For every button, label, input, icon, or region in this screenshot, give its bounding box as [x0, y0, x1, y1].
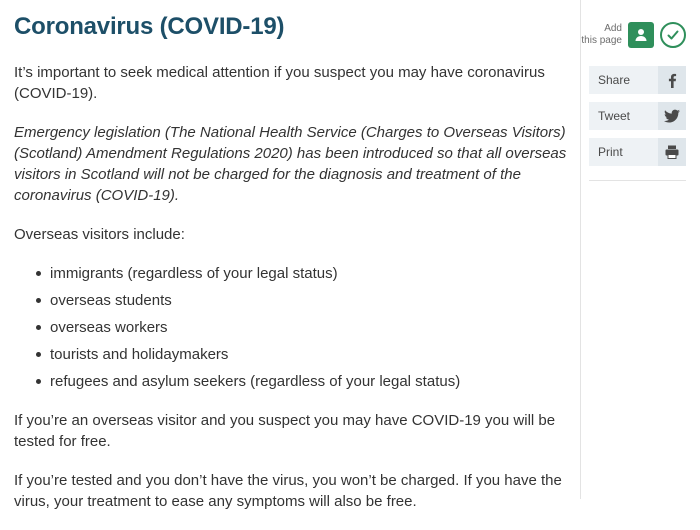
overseas-visitors-list: [14, 263, 570, 392]
check-circle-icon[interactable]: [660, 22, 686, 48]
share-twitter-label: Tweet: [598, 109, 631, 123]
add-this-page-label: [581, 23, 622, 47]
list-item: immigrants (regardless of your legal status): [36, 263, 570, 284]
rail-divider: [589, 180, 686, 181]
article-content: [14, 12, 570, 530]
add-this-page-line1: Add: [604, 23, 622, 34]
list-item: tourists and holidaymakers: [36, 344, 570, 365]
twitter-icon: [658, 102, 686, 130]
paragraph-list-lead: Overseas visitors include:: [14, 226, 185, 243]
add-this-page-line2: this page: [581, 35, 622, 46]
share-twitter-button[interactable]: [589, 102, 686, 130]
list-item: overseas students: [36, 290, 570, 311]
list-item: refugees and asylum seekers (regardless of your legal status): [36, 371, 570, 392]
paragraph-legislation: Emergency legislation (The National Health Service (Charges to Overseas Visitors) (Scotland) Amendment Regulations 2020) has been introduced so that all overseas visitors in Scotland will not be charged for the diagnosis and treatment of the coronavirus (COVID-19).: [14, 124, 567, 204]
print-button[interactable]: [589, 138, 686, 166]
share-facebook-button[interactable]: [589, 66, 686, 94]
paragraph-testing: If you’re an overseas visitor and you suspect you may have COVID-19 you will be tested for free.: [14, 412, 556, 450]
printer-icon: [658, 138, 686, 166]
add-this-page[interactable]: [581, 0, 700, 48]
list-item: overseas workers: [36, 317, 570, 338]
share-facebook-label: Share: [598, 73, 631, 87]
page-title: Coronavirus (COVID-19): [14, 13, 285, 40]
share-buttons: [581, 66, 700, 166]
paragraph-charges: If you’re tested and you don’t have the virus, you won’t be charged. If you have the virus, your treatment to ease any symptoms will also be free.: [14, 472, 562, 510]
share-rail: [580, 0, 700, 499]
person-icon[interactable]: [628, 22, 654, 48]
print-label: Print: [598, 145, 623, 159]
paragraph-intro: It’s important to seek medical attention if you suspect you may have coronavirus (COVID-19).: [14, 64, 545, 102]
facebook-icon: [658, 66, 686, 94]
